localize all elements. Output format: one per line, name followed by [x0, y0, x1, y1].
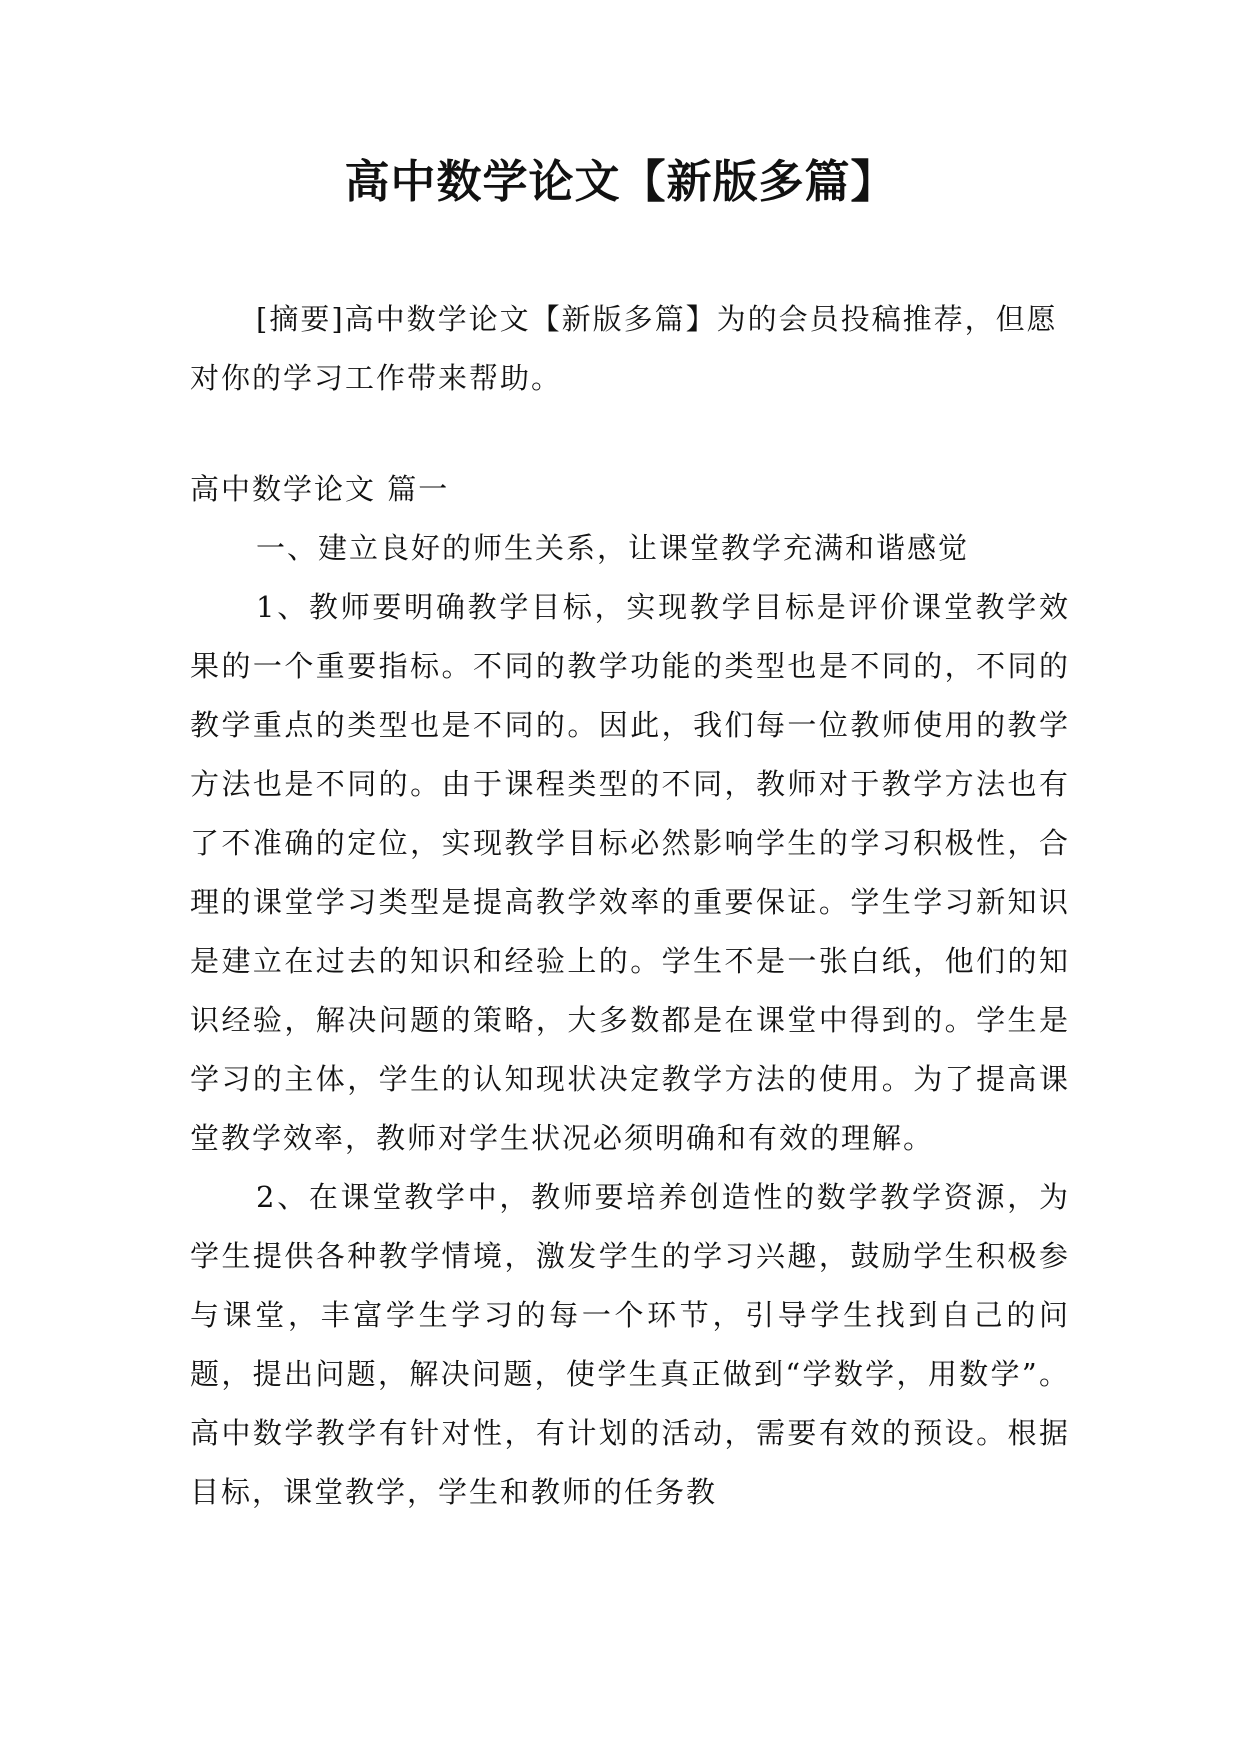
body-paragraph: 1、教师要明确教学目标，实现教学目标是评价课堂教学效果的一个重要指标。不同的教学功能的类型也是不同的，不同的教学重点的类型也是不同的。因此，我们每一位教师使用的教学方法也是不同的。由于课程类型的不同，教师对于教学方法也有了不准确的定位，实现教学目标必然影响学生的学习积极性，合理的课堂学习类型是提高教学效率的重要保证。学生学习新知识是建立在过去的知识和经验上的。学生不是一张白纸，他们的知识经验，解决问题的策略，大多数都是在课堂中得到的。学生是学习的主体，学生的认知现状决定教学方法的使用。为了提高课堂教学效率，教师对学生状况必须明确和有效的理解。	[190, 590, 1070, 1155]
body-paragraph: 2、在课堂教学中，教师要培养创造性的数学教学资源，为学生提供各种教学情境，激发学生的学习兴趣，鼓励学生积极参与课堂，丰富学生学习的每一个环节，引导学生找到自己的问题，提出问题，解决问题，使学生真正做到“学数学，用数学”。高中数学教学有针对性，有计划的活动，需要有效的预设。根据目标，课堂教学，学生和教师的任务教	[190, 1180, 1070, 1509]
abstract-paragraph: [摘要]高中数学论文【新版多篇】为的会员投稿推荐，但愿对你的学习工作带来帮助。	[190, 302, 1058, 395]
subheading-paragraph: 一、建立良好的师生关系，让课堂教学充满和谐感觉	[256, 531, 970, 565]
body-text	[190, 519, 1070, 1522]
document-title: 高中数学论文【新版多篇】	[344, 155, 897, 208]
section-heading: 高中数学论文 篇一	[190, 472, 450, 506]
